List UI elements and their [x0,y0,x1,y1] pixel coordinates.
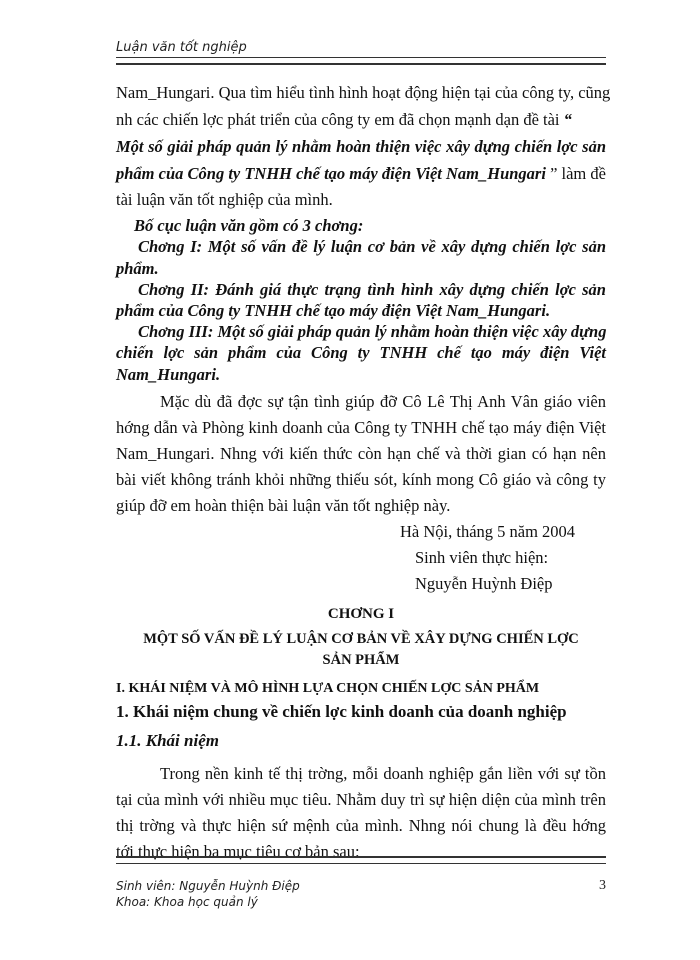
intro-line-5: tài luận văn tốt nghiệp của mình. [116,190,333,209]
chapter-1-line-2: phẩm. [116,259,159,278]
chapter-1-line-1: Chơng I: Một số vấn đề lý luận cơ bản về xây dựng chiến lợc sản [138,237,606,256]
intro-line-1: Nam_Hungari. Qua tìm hiểu tình hình hoạt động hiện tại của công ty, cũng [116,83,611,102]
chapter-label: CHƠNG I [327,606,395,622]
intro-line-2-text: nh các chiến lợc phát triển của công ty em đã chọn mạnh dạn đề tài [116,110,560,129]
body-line-1: Trong nền kinh tế thị trờng, mỗi doanh nghiệp gắn liền với sự tồn [160,764,606,783]
body-line-3: thị trờng và thực hiện sứ mệnh của mình. Nhng nói chung là đều hớng [116,816,606,835]
chapter-2-line-2: phẩm của Công ty TNHH chế tạo máy điện Việt Nam_Hungari. [116,301,551,320]
intro-line-2 [116,110,572,130]
subsection-heading: 1. Khái niệm chung về chiến lợc kinh doanh của doanh nghiệp [116,702,567,721]
structure-heading: Bố cục luận văn gồm có 3 chơng: [134,216,364,235]
thesis-title-line-2: phẩm của Công ty TNHH chế tạo máy điện Việt Nam_Hungari [116,164,546,183]
thanks-line-4: bài viết không tránh khỏi những thiếu sót, kính mong Cô giáo và công ty [116,470,606,489]
body-line-4: tới thực hiện ba mục tiêu cơ bản sau: [116,842,360,861]
signature-name: Nguyễn Huỳnh Điệp [415,574,553,593]
header-title: Luận văn tốt nghiệp [116,40,247,55]
thanks-line-1: Mặc dù đã đợc sự tận tình giúp đỡ Cô Lê Thị Anh Vân giáo viên [160,392,606,411]
open-quote: “ [559,110,572,129]
thesis-title-line-1: Một số giải pháp quản lý nhằm hoàn thiện việc xây dựng chiến lợc sản [116,137,606,156]
page-header [116,38,606,56]
subsubsection-heading: 1.1. Khái niệm [116,731,219,750]
thanks-line-2: hớng dẫn và Phòng kinh doanh của Công ty TNHH chế tạo máy điện Việt [116,418,606,437]
page-footer [116,878,606,910]
intro-line-4-tail: ” làm đề [545,164,606,183]
thanks-line-5: giúp đỡ em hoàn thiện bài luận văn tốt nghiệp này. [116,496,451,515]
signature-place-date: Hà Nội, tháng 5 năm 2004 [400,522,576,541]
thanks-line-3: Nam_Hungari. Nhng với kiến thức còn hạn chế và thời gian có hạn nên [116,444,606,463]
footer-rule [116,856,606,864]
intro-line-4 [116,164,606,184]
header-rule [116,57,606,65]
chapter-title-line-1: MỘT SỐ VẤN ĐỀ LÝ LUẬN CƠ BẢN VỀ XÂY DỰNG CHIẾN LỢC [143,631,579,647]
section-heading: I. KHÁI NIỆM VÀ MÔ HÌNH LỰA CHỌN CHIẾN LỢC SẢN PHẨM [116,681,540,696]
chapter-title-line-2: SẢN PHẨM [322,652,400,668]
chapter-3-line-1: Chơng III: Một số giải pháp quản lý nhằm hoàn thiện việc xây dựng [138,322,607,341]
page-number: 3 [599,878,606,893]
chapter-3-line-3: Nam_Hungari. [116,365,221,384]
footer-student: Sinh viên: Nguyễn Huỳnh Điệp [116,879,300,893]
footer-faculty: Khoa: Khoa học quản lý [116,895,258,909]
body-line-2: tại của mình với nhiều mục tiêu. Nhằm duy trì sự hiện diện của mình trên [116,790,606,809]
chapter-3-line-2: chiến lợc sản phẩm của Công ty TNHH chế tạo máy điện Việt [116,343,606,362]
signature-role: Sinh viên thực hiện: [415,548,549,567]
chapter-2-line-1: Chơng II: Đánh giá thực trạng tình hình xây dựng chiến lợc sản [138,280,606,299]
